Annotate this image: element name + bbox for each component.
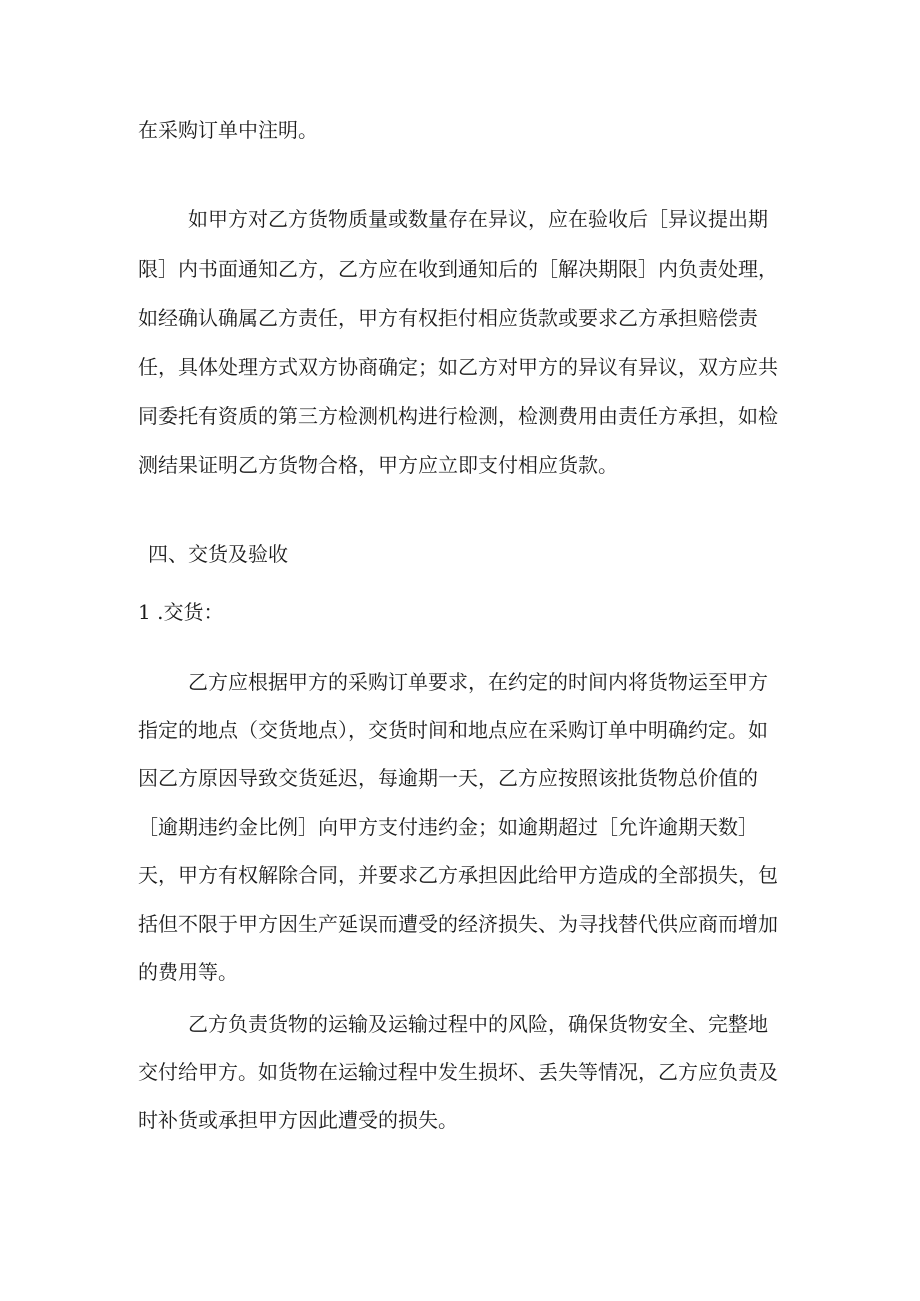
paragraph-line: 的费用等。: [138, 960, 238, 984]
paragraph-line: 指定的地点（交货地点），交货时间和地点应在采购订单中明确约定。如: [138, 718, 768, 742]
section-heading: 四、交货及验收: [148, 542, 288, 566]
paragraph-line: 乙方应根据甲方的采购订单要求，在约定的时间内将货物运至甲方: [188, 670, 768, 694]
paragraph-line: ［逾期违约金比例］向甲方支付违约金；如逾期超过［允许逾期天数］: [138, 815, 758, 839]
paragraph-line: 测结果证明乙方货物合格，甲方应立即支付相应货款。: [138, 453, 618, 477]
paragraph-line: 因乙方原因导致交货延迟，每逾期一天，乙方应按照该批货物总价值的: [138, 766, 758, 790]
paragraph-line: 任，具体处理方式双方协商确定；如乙方对甲方的异议有异议，双方应共: [138, 355, 778, 379]
paragraph-line: 天，甲方有权解除合同，并要求乙方承担因此给甲方造成的全部损失，包: [138, 863, 778, 887]
carryover-line: 在采购订单中注明。: [138, 118, 318, 142]
paragraph-line: 如甲方对乙方货物质量或数量存在异议，应在验收后［异议提出期: [188, 207, 768, 231]
subsection-heading: 1 .交货：: [138, 600, 224, 624]
paragraph-line: 时补货或承担甲方因此遭受的损失。: [138, 1108, 458, 1132]
paragraph-line: 交付给甲方。如货物在运输过程中发生损坏、丢失等情况，乙方应负责及: [138, 1060, 778, 1084]
paragraph-line: 括但不限于甲方因生产延误而遭受的经济损失、为寻找替代供应商而增加: [138, 912, 778, 936]
paragraph-line: 同委托有资质的第三方检测机构进行检测，检测费用由责任方承担，如检: [138, 404, 778, 428]
paragraph-line: 如经确认确属乙方责任，甲方有权拒付相应货款或要求乙方承担赔偿责: [138, 306, 758, 330]
paragraph-line: 限］内书面通知乙方，乙方应在收到通知后的［解决期限］内负责处理，: [138, 257, 778, 281]
paragraph-line: 乙方负责货物的运输及运输过程中的风险，确保货物安全、完整地: [188, 1012, 768, 1036]
